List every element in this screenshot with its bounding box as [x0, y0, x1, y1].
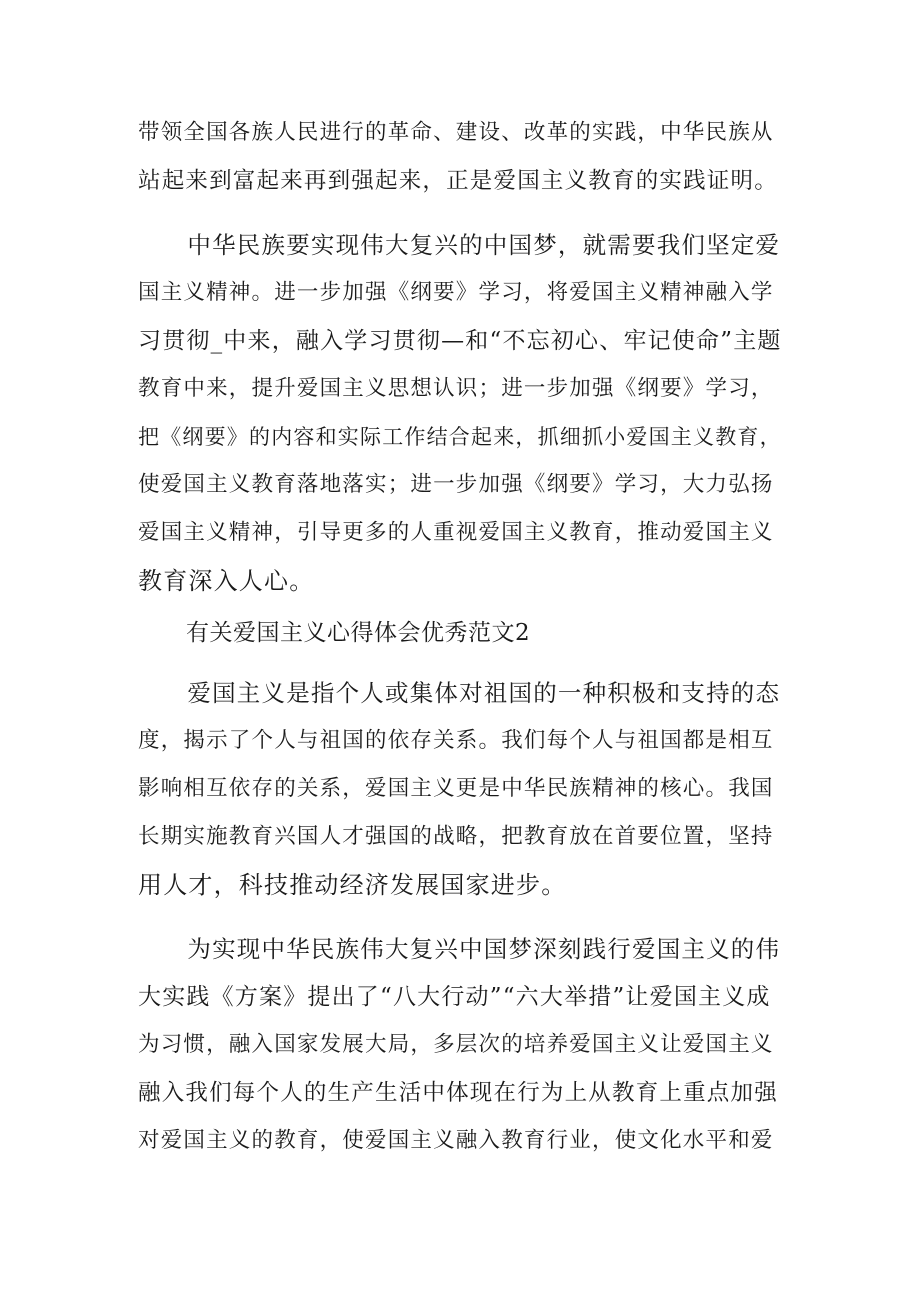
body-text-line: 教育深入人心。: [138, 567, 315, 595]
body-text-line: 把《纲要》的内容和实际工作结合起来，抓细抓小爱国主义教育，: [138, 425, 782, 449]
section-heading: 有关爱国主义心得体会优秀范文2: [186, 620, 531, 646]
body-text-line: 使爱国主义教育落地落实；进一步加强《纲要》学习，大力弘扬: [138, 472, 774, 497]
body-text-line: 习贯彻_中来，融入学习贯彻—和“不忘初心、牢记使命”主题: [138, 328, 782, 354]
body-text-line: 影响相互依存的关系，爱国主义更是中华民族精神的核心。我国: [138, 776, 774, 801]
body-text-line: 站起来到富起来再到强起来，正是爱国主义教育的实践证明。: [138, 168, 778, 194]
body-text-line: 爱国主义精神，引导更多的人重视爱国主义教育，推动爱国主义: [138, 520, 774, 545]
body-text-line: 度，揭示了个人与祖国的依存关系。我们每个人与祖国都是相互: [138, 728, 774, 753]
body-text-line: 用人才，科技推动经济发展国家进步。: [138, 871, 567, 899]
body-text-line: 大实践《方案》提出了“八大行动”“六大举措”让爱国主义成: [138, 984, 771, 1010]
body-text-line: 融入我们每个人的生产生活中体现在行为上从教育上重点加强: [138, 1080, 778, 1106]
body-text-line: 教育中来，提升爱国主义思想认识；进一步加强《纲要》学习，: [138, 376, 774, 401]
body-text-line: 为习惯，融入国家发展大局，多层次的培养爱国主义让爱国主义: [138, 1032, 774, 1057]
body-text-line: 为实现中华民族伟大复兴中国梦深刻践行爱国主义的伟: [138, 935, 781, 963]
body-text-line: 中华民族要实现伟大复兴的中国梦，就需要我们坚定爱: [138, 231, 781, 259]
body-text-line: 长期实施教育兴国人才强国的战略，把教育放在首要位置，坚持: [138, 824, 774, 849]
body-text-line: 对爱国主义的教育，使爱国主义融入教育行业，使文化水平和爱: [138, 1128, 774, 1153]
body-text-line: 国主义精神。进一步加强《纲要》学习，将爱国主义精神融入学: [138, 280, 774, 305]
body-text-line: 带领全国各族人民进行的革命、建设、改革的实践，中华民族从: [138, 120, 774, 145]
body-text-line: 爱国主义是指个人或集体对祖国的一种积极和支持的态: [138, 679, 781, 707]
